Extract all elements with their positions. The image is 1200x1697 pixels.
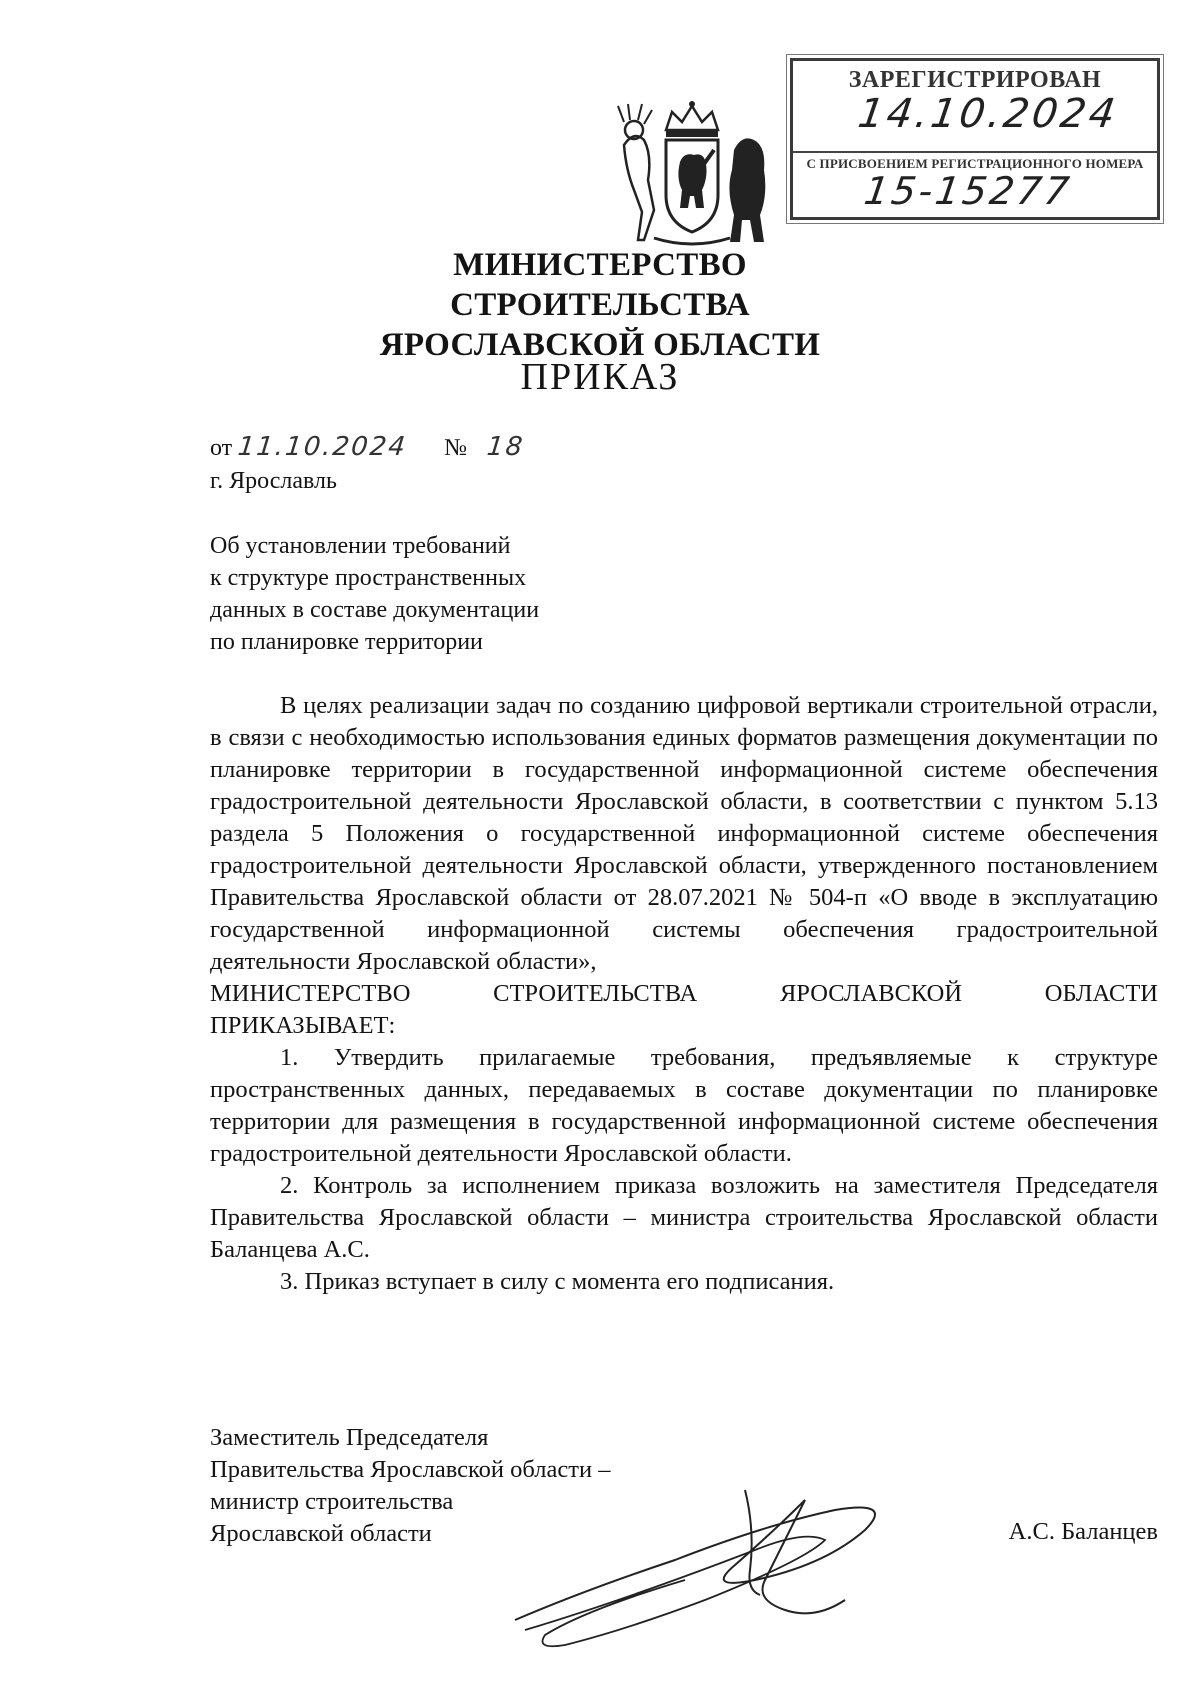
order-date: 11.10.2024 (236, 432, 409, 462)
decree-authority: МИНИСТЕРСТВО СТРОИТЕЛЬСТВА ЯРОСЛАВСКОЙ ОБЛАСТИ (210, 980, 1158, 1007)
subject-line: по планировке территории (210, 629, 483, 655)
order-subject (210, 530, 630, 658)
subject-line: к структуре пространственных (210, 565, 527, 591)
order-item-3: 3. Приказ вступает в силу с момента его подписания. (280, 1268, 835, 1295)
preamble-paragraph: В целях реализации задач по созданию цифровой вертикали строительной отрасли, в связи с необходимостью использования единых форматов размещения документации по планировке территории в государственной информационной системе обеспечения градостроительной деятельности Ярославской области, в соответствии с пунктом 5.13 раздела 5 Положения о государственной информационной системе обеспечения градостроительной деятельности Ярославской области, утвержденного постановлением Правительства Ярославской области от 28.07.2021 № 504-п «О вводе в эксплуатацию государственной информационной системы обеспечения градостроительной деятельности Ярославской области», (210, 692, 1158, 975)
signer-position-line: Заместитель Председателя (210, 1424, 489, 1451)
ministry-name (300, 245, 900, 365)
stamp-caption: С ПРИСВОЕНИЕМ РЕГИСТРАЦИОННОГО НОМЕРА (806, 156, 1144, 171)
subject-line: Об установлении требований (210, 533, 511, 559)
signer-position-line: министр строительства (210, 1488, 454, 1515)
order-number: 18 (485, 432, 526, 462)
signer-position-line: Правительства Ярославской области – (210, 1456, 611, 1483)
stamp-divider (793, 151, 1157, 153)
stamp-title: ЗАРЕГИСТРИРОВАН (848, 67, 1102, 93)
order-body (210, 690, 1158, 1298)
subject-line: данных в составе документации (210, 597, 540, 623)
signer-name: А.С. Баланцев (1008, 1518, 1158, 1545)
order-item-1: 1. Утвердить прилагаемые требования, предъявляемые к структуре пространственных данных, передаваемых в составе документации по планировке территории для размещения в государственной информационной системе обеспечения градостроительной деятельности Ярославской области. (210, 1044, 1158, 1167)
date-from-label: от (210, 435, 233, 461)
registration-stamp (790, 58, 1160, 220)
stamp-date: 14.10.2024 (855, 91, 1121, 137)
ministry-name-line1: МИНИСТЕРСТВО СТРОИТЕЛЬСТВА (450, 247, 750, 323)
handwritten-signature (505, 1470, 905, 1650)
signer-position-line: Ярославской области (210, 1520, 432, 1547)
ministry-name-line2: ЯРОСЛАВСКОЙ ОБЛАСТИ (379, 327, 821, 363)
stamp-registration-number: 15-15277 (861, 169, 1075, 213)
decree-verb: ПРИКАЗЫВАЕТ: (210, 1012, 396, 1039)
coat-of-arms-icon (604, 100, 779, 250)
order-dateline (210, 432, 524, 462)
order-item-2: 2. Контроль за исполнением приказа возложить на заместителя Председателя Правительства Ярославской области – министра строительства Ярославской области Баланцева А.С. (210, 1172, 1158, 1263)
order-number-label: № (444, 435, 468, 461)
order-city: г. Ярославль (210, 468, 337, 494)
document-type-title: ПРИКАЗ (520, 356, 680, 398)
